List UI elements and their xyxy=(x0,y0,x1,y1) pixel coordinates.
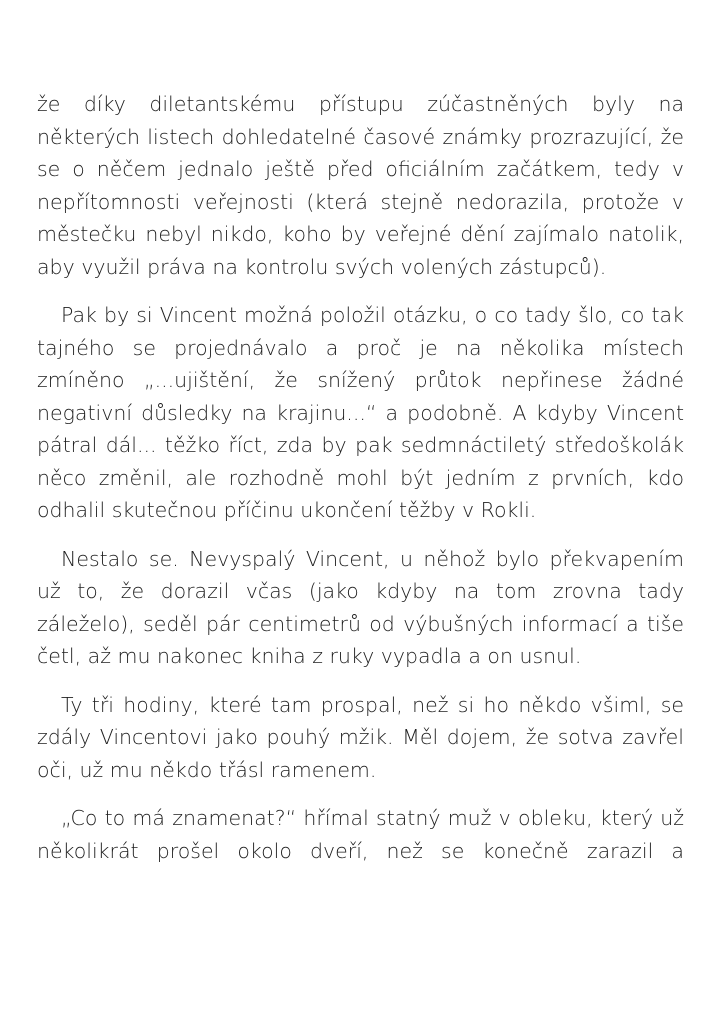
paragraph-3: Nestalo se. Nevyspalý Vincent, u něhož bylo překvapením už to, že dorazil včas (jako kdyby na tom zrovna tady záleželo), seděl pár centimetrů od výbušných informací a tiše četl, až mu nakonec kniha z ruky vypadla a on usnul. xyxy=(37,546,684,668)
document-page xyxy=(37,88,684,883)
paragraph-1: že díky diletantskému přístupu zúčastněných byly na některých listech dohledatelné časové známky prozrazující, že se o něčem jednalo ještě před oficiálním začátkem, tedy v nepřítomnosti veřejnosti (která stejně nedorazila, protože v městečku nebyl nikdo, koho by veřejné dění zajímalo natolik, aby využil práva na kontrolu svých volených zástupců). xyxy=(37,92,684,279)
paragraph-4: Ty tři hodiny, které tam prospal, než si ho někdo všiml, se zdály Vincentovi jako pouhý mžik. Měl dojem, že sotva zavřel oči, už mu někdo třásl ramenem. xyxy=(37,692,684,782)
paragraph-5: „Co to má znamenat?“ hřímal statný muž v obleku, který už několikrát prošel okolo dveří, než se konečně zarazil a xyxy=(37,806,684,863)
paragraph-2: Pak by si Vincent možná položil otázku, o co tady šlo, co tak tajného se projednávalo a proč je na několika místech zmíněno „...ujištění, že snížený průtok nepřinese žádné negativní důsledky na krajinu...“ a podobně. A kdyby Vincent pátral dál... těžko říct, zda by pak sedmnáctiletý středoškolák něco změnil, ale rozhodně mohl být jedním z prvních, kdo odhalil skutečnou příčinu ukončení těžby v Rokli. xyxy=(37,303,684,522)
